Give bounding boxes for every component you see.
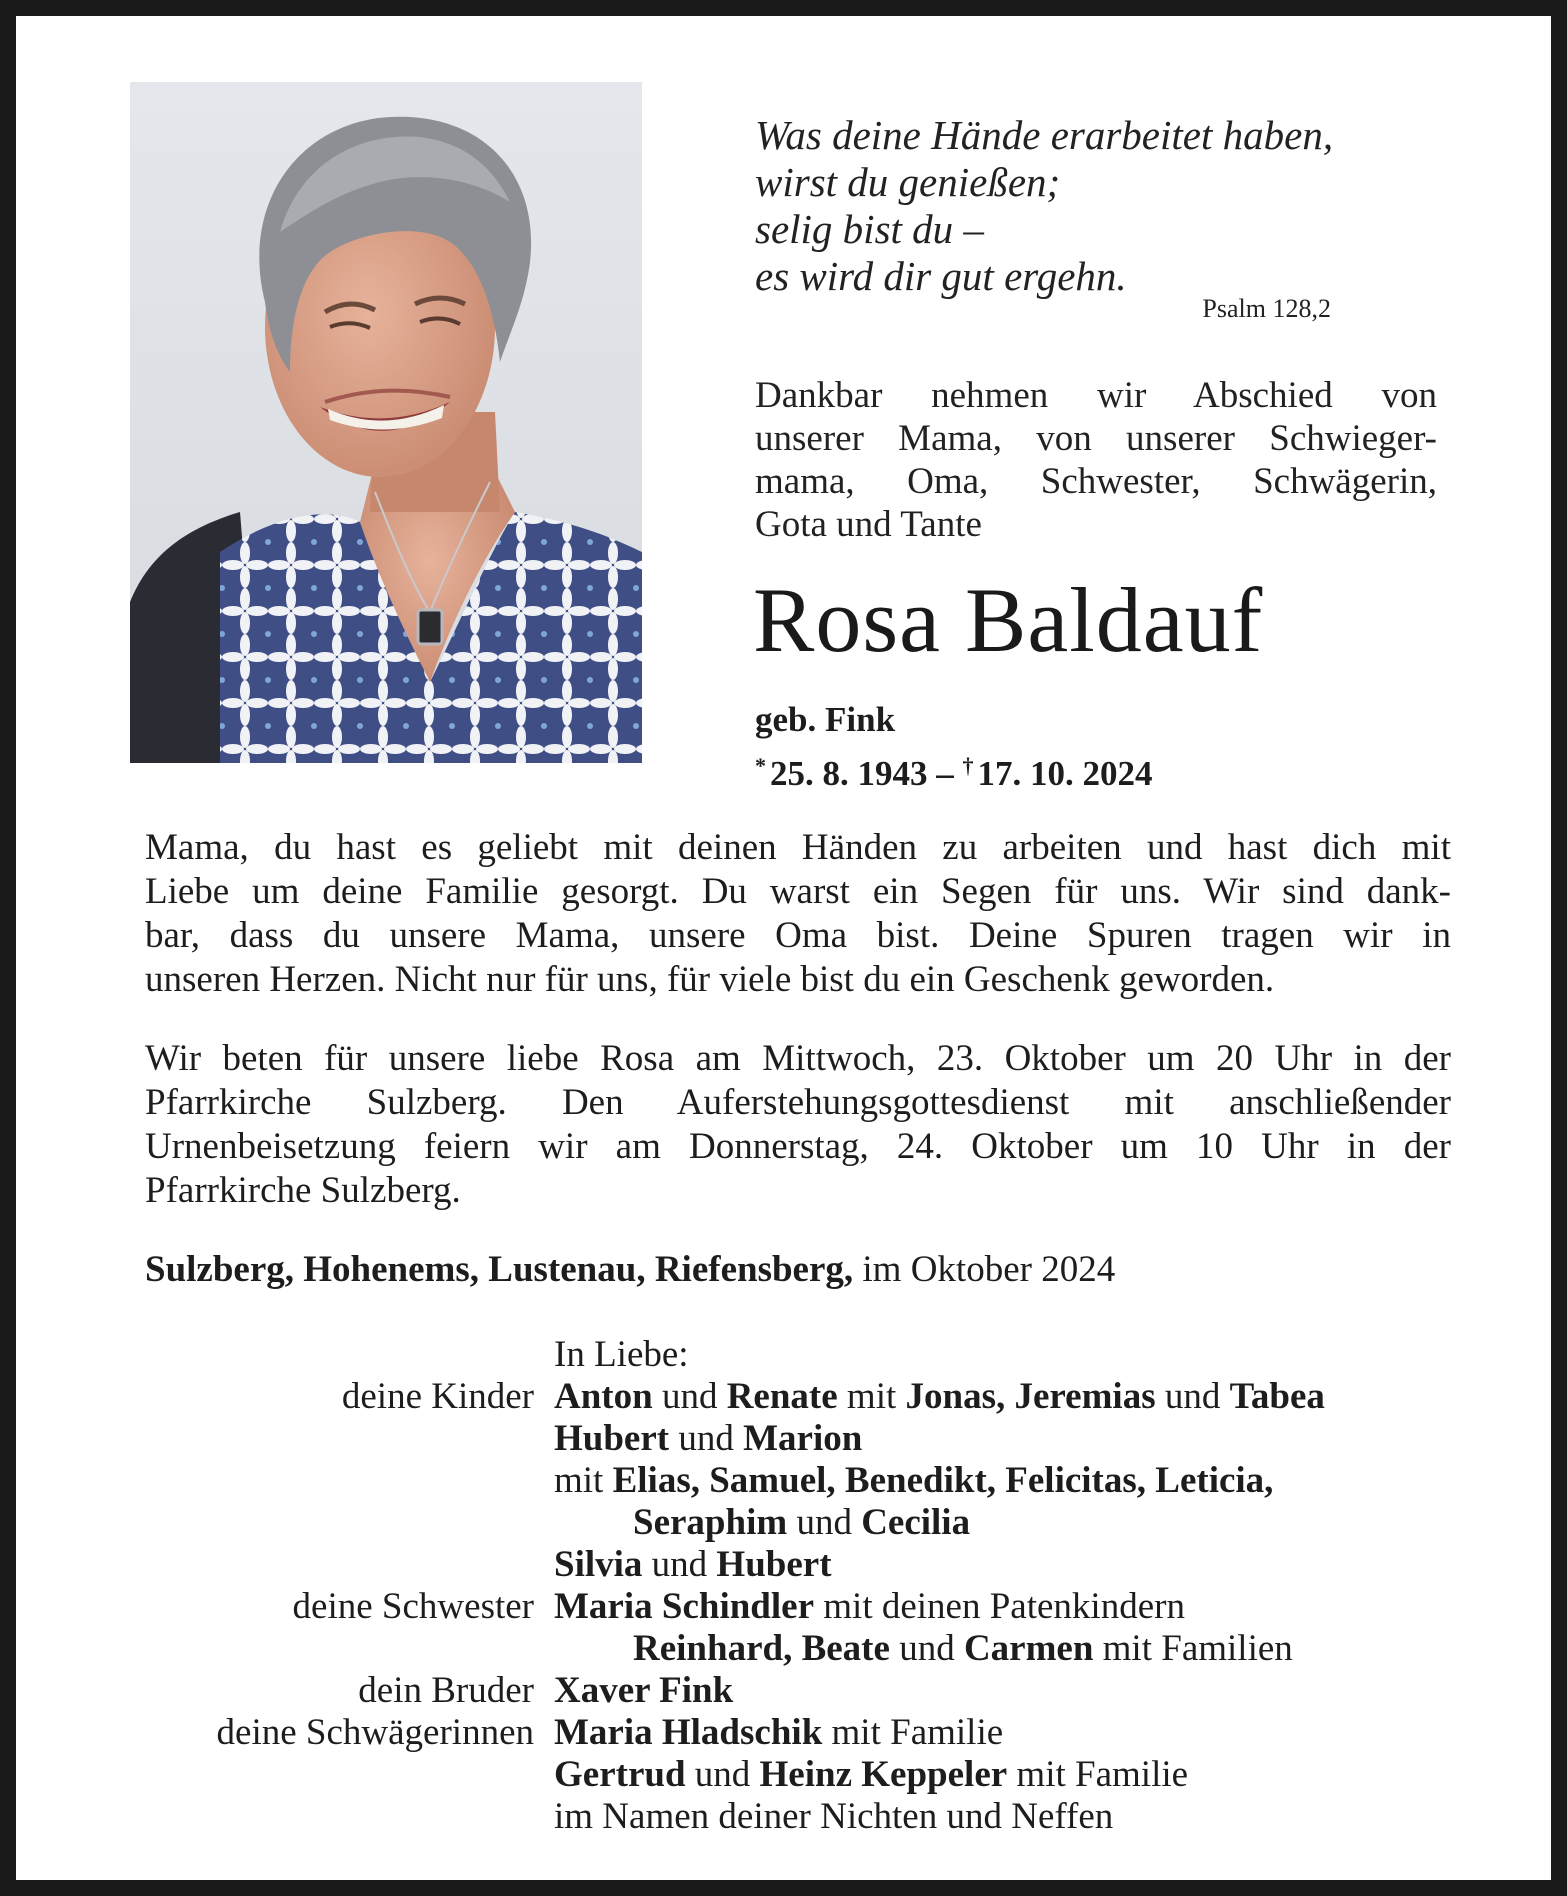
mourner-name: Gertrud bbox=[554, 1754, 686, 1795]
psalm-quote bbox=[755, 112, 1335, 300]
quote-line: wirst du genießen; bbox=[755, 159, 1061, 205]
date-separator: – bbox=[927, 754, 963, 793]
mourner-connector: und bbox=[1155, 1376, 1230, 1417]
mourner-name: Marion bbox=[743, 1418, 863, 1459]
place-and-date bbox=[145, 1248, 1115, 1292]
mourner-name: Xaver Fink bbox=[554, 1670, 734, 1711]
farewell-line: Gota und Tante bbox=[755, 504, 982, 545]
mourner-name: Elias, Samuel, Benedikt, Felicitas, Leticia, bbox=[612, 1460, 1274, 1501]
mourner-names bbox=[554, 1460, 1273, 1502]
tribute-line: bar, dass du unsere Mama, unsere Oma bist. Deine Spuren tragen wir in bbox=[145, 915, 1451, 956]
mourner-name: Anton bbox=[554, 1376, 653, 1417]
mourner-row bbox=[16, 1544, 1567, 1586]
mourner-names bbox=[554, 1376, 1325, 1418]
mourner-name: Carmen bbox=[963, 1628, 1094, 1669]
farewell-line: Dankbar nehmen wir Abschied von bbox=[755, 375, 1437, 416]
service-line: Pfarrkirche Sulzberg. Den Auferstehungsgottesdienst mit anschließender bbox=[145, 1082, 1451, 1123]
mourner-name: Renate bbox=[726, 1376, 838, 1417]
mourner-connector: und bbox=[642, 1544, 717, 1585]
mourner-row bbox=[16, 1796, 1567, 1838]
mourner-row bbox=[16, 1586, 1567, 1628]
mourner-row bbox=[16, 1754, 1567, 1796]
mourner-connector: mit Familie bbox=[1007, 1754, 1189, 1795]
mourner-name: Silvia bbox=[554, 1544, 643, 1585]
mourner-names bbox=[554, 1670, 733, 1712]
mourner-name: Cecilia bbox=[861, 1502, 971, 1543]
mourner-relation: deine Schwester bbox=[292, 1586, 534, 1627]
mourner-connector: mit Familien bbox=[1093, 1628, 1293, 1669]
portrait-photo bbox=[130, 82, 642, 763]
mourner-row bbox=[16, 1502, 1567, 1544]
mourners-intro: In Liebe: bbox=[554, 1334, 689, 1375]
death-date: 17. 10. 2024 bbox=[977, 754, 1153, 793]
service-line: Pfarrkirche Sulzberg. bbox=[145, 1170, 461, 1211]
mourner-connector: und bbox=[652, 1376, 727, 1417]
mourner-names bbox=[554, 1754, 1188, 1796]
birth-date: 25. 8. 1943 bbox=[770, 754, 928, 793]
tribute-line: Mama, du hast es geliebt mit deinen Händen zu arbeiten und hast dich mit bbox=[145, 827, 1451, 868]
tribute-line: Liebe um deine Familie gesorgt. Du warst ein Segen für uns. Wir sind dank- bbox=[145, 871, 1451, 912]
mourner-names bbox=[554, 1796, 1113, 1838]
mourner-connector: und bbox=[685, 1754, 760, 1795]
maiden-name: geb. Fink bbox=[755, 700, 896, 739]
mourner-row bbox=[16, 1712, 1567, 1754]
quote-line: Was deine Hände erarbeitet haben, bbox=[755, 112, 1334, 158]
mourner-names bbox=[554, 1544, 832, 1586]
mourner-connector: mit bbox=[554, 1460, 613, 1501]
quote-line: selig bist du – bbox=[755, 206, 984, 252]
mourner-names bbox=[633, 1502, 970, 1544]
mourner-connector: mit bbox=[837, 1376, 906, 1417]
service-paragraph bbox=[145, 1037, 1451, 1213]
farewell-line: mama, Oma, Schwester, Schwägerin, bbox=[755, 461, 1437, 502]
death-symbol: † bbox=[962, 753, 974, 778]
mourner-row bbox=[16, 1670, 1567, 1712]
service-line: Urnenbeisetzung feiern wir am Donnerstag, 24. Oktober um 10 Uhr in der bbox=[145, 1126, 1451, 1167]
place-date: im Oktober 2024 bbox=[853, 1249, 1116, 1290]
mourner-name: Seraphim bbox=[633, 1502, 788, 1543]
mourner-relation: dein Bruder bbox=[358, 1670, 534, 1711]
mourners-intro-row bbox=[16, 1334, 1567, 1376]
mourner-relation: deine Schwägerinnen bbox=[216, 1712, 534, 1753]
farewell-text bbox=[755, 374, 1437, 546]
mourner-connector: und bbox=[669, 1418, 744, 1459]
mourner-connector: und bbox=[787, 1502, 862, 1543]
service-line: Wir beten für unsere liebe Rosa am Mittwoch, 23. Oktober um 20 Uhr in der bbox=[145, 1038, 1451, 1079]
mourner-connector: im Namen deiner Nichten und Neffen bbox=[554, 1796, 1114, 1837]
mourner-row bbox=[16, 1376, 1567, 1418]
deceased-name: Rosa Baldauf bbox=[753, 569, 1264, 671]
mourner-connector: mit deinen Patenkindern bbox=[814, 1586, 1185, 1627]
mourner-relation: deine Kinder bbox=[341, 1376, 534, 1417]
mourner-row bbox=[16, 1418, 1567, 1460]
mourner-names bbox=[554, 1418, 862, 1460]
mourner-names bbox=[554, 1586, 1185, 1628]
place-towns: Sulzberg, Hohenems, Lustenau, Riefensberg, bbox=[145, 1249, 854, 1290]
mourner-name: Reinhard, Beate bbox=[633, 1628, 890, 1669]
mourner-connector: mit Familie bbox=[822, 1712, 1004, 1753]
mourner-name: Maria Schindler bbox=[554, 1586, 815, 1627]
mourner-row bbox=[16, 1460, 1567, 1502]
mourner-name: Hubert bbox=[554, 1418, 670, 1459]
tribute-line: unseren Herzen. Nicht nur für uns, für viele bist du ein Geschenk geworden. bbox=[145, 959, 1275, 1000]
mourner-row bbox=[16, 1628, 1567, 1670]
mourner-connector: und bbox=[889, 1628, 964, 1669]
quote-source: Psalm 128,2 bbox=[1202, 294, 1331, 323]
mourner-name: Maria Hladschik bbox=[554, 1712, 823, 1753]
farewell-line: unserer Mama, von unserer Schwieger- bbox=[755, 418, 1437, 459]
tribute-paragraph bbox=[145, 826, 1451, 1002]
quote-line: es wird dir gut ergehn. bbox=[755, 253, 1127, 299]
mourner-name: Hubert bbox=[716, 1544, 832, 1585]
birth-symbol: * bbox=[755, 753, 766, 778]
mourner-names bbox=[633, 1628, 1293, 1670]
mourner-name: Heinz Keppeler bbox=[759, 1754, 1008, 1795]
mourner-names bbox=[554, 1712, 1003, 1754]
mourner-name: Tabea bbox=[1229, 1376, 1325, 1417]
life-dates bbox=[755, 746, 1153, 794]
mourner-name: Jonas, Jeremias bbox=[905, 1376, 1156, 1417]
